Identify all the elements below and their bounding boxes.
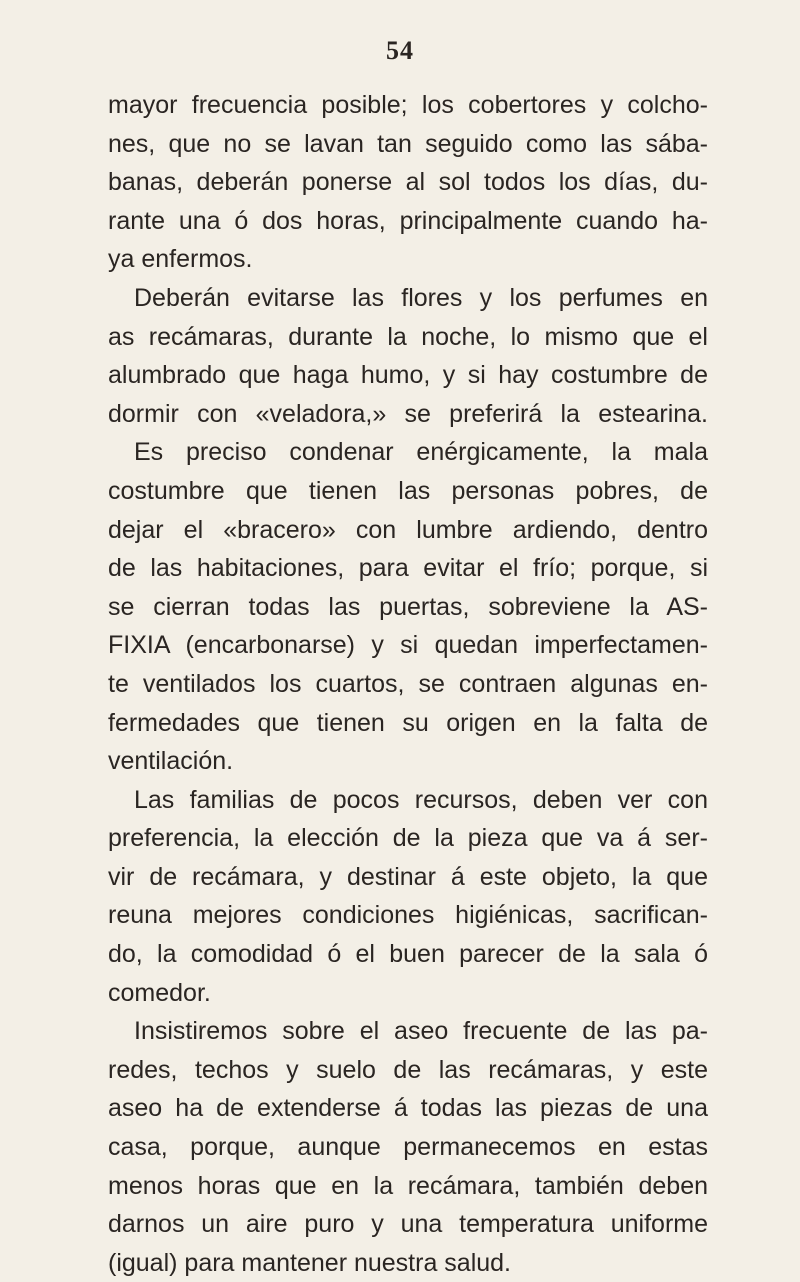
text-line: Es preciso condenar enérgicamente, la mala (134, 438, 708, 467)
text-line: de las habitaciones, para evitar el frío; porque, si (108, 554, 708, 583)
page-number: 54 (386, 36, 414, 65)
text-line: fermedades que tienen su origen en la falta de (108, 708, 708, 737)
text-line: casa, porque, aunque permanecemos en estas (108, 1133, 708, 1162)
text-line: redes, techos y suelo de las recámaras, y este (108, 1055, 708, 1084)
text-line: Las familias de pocos recursos, deben ver con (134, 785, 708, 814)
text-line: Deberán evitarse las flores y los perfumes en (134, 283, 708, 312)
text-line: Insistiremos sobre el aseo frecuente de las pa- (134, 1017, 708, 1046)
text-line: se cierran todas las puertas, sobreviene la AS- (108, 592, 708, 621)
text-line: alumbrado que haga humo, y si hay costumbre de (108, 361, 708, 390)
text-line: reuna mejores condiciones higiénicas, sacrifican- (108, 901, 708, 930)
body-text (108, 86, 708, 1282)
text-line: costumbre que tienen las personas pobres, de (108, 476, 708, 505)
text-line: mayor frecuencia posible; los cobertores y colcho- (108, 91, 708, 119)
text-line: ventilación. (108, 747, 234, 776)
text-line: aseo ha de extenderse á todas las piezas de una (108, 1094, 708, 1123)
text-line: FIXIA (encarbonarse) y si quedan imperfectamen- (108, 631, 708, 660)
text-line: comedor. (108, 978, 211, 1007)
text-line: banas, deberán ponerse al sol todos los días, du- (108, 168, 708, 197)
text-line: preferencia, la elección de la pieza que va á ser- (108, 824, 708, 853)
text-line: dormir con «veladora,» se preferirá la estearina. (108, 399, 708, 428)
text-line: te ventilados los cuartos, se contraen algunas en- (108, 669, 708, 698)
text-line: menos horas que en la recámara, también deben (108, 1171, 708, 1200)
text-line: rante una ó dos horas, principalmente cuando ha- (108, 206, 708, 235)
text-line: do, la comodidad ó el buen parecer de la sala ó (108, 940, 708, 969)
text-line: (igual) para mantener nuestra salud. (108, 1248, 512, 1277)
text-line: nes, que no se lavan tan seguido como las sába- (108, 129, 708, 158)
text-line: as recámaras, durante la noche, lo mismo que el (108, 322, 708, 351)
text-line: ya enfermos. (108, 245, 253, 274)
text-line: darnos un aire puro y una temperatura uniforme (108, 1210, 708, 1239)
text-line: dejar el «bracero» con lumbre ardiendo, dentro (108, 515, 708, 544)
text-line: vir de recámara, y destinar á este objeto, la que (108, 862, 708, 891)
